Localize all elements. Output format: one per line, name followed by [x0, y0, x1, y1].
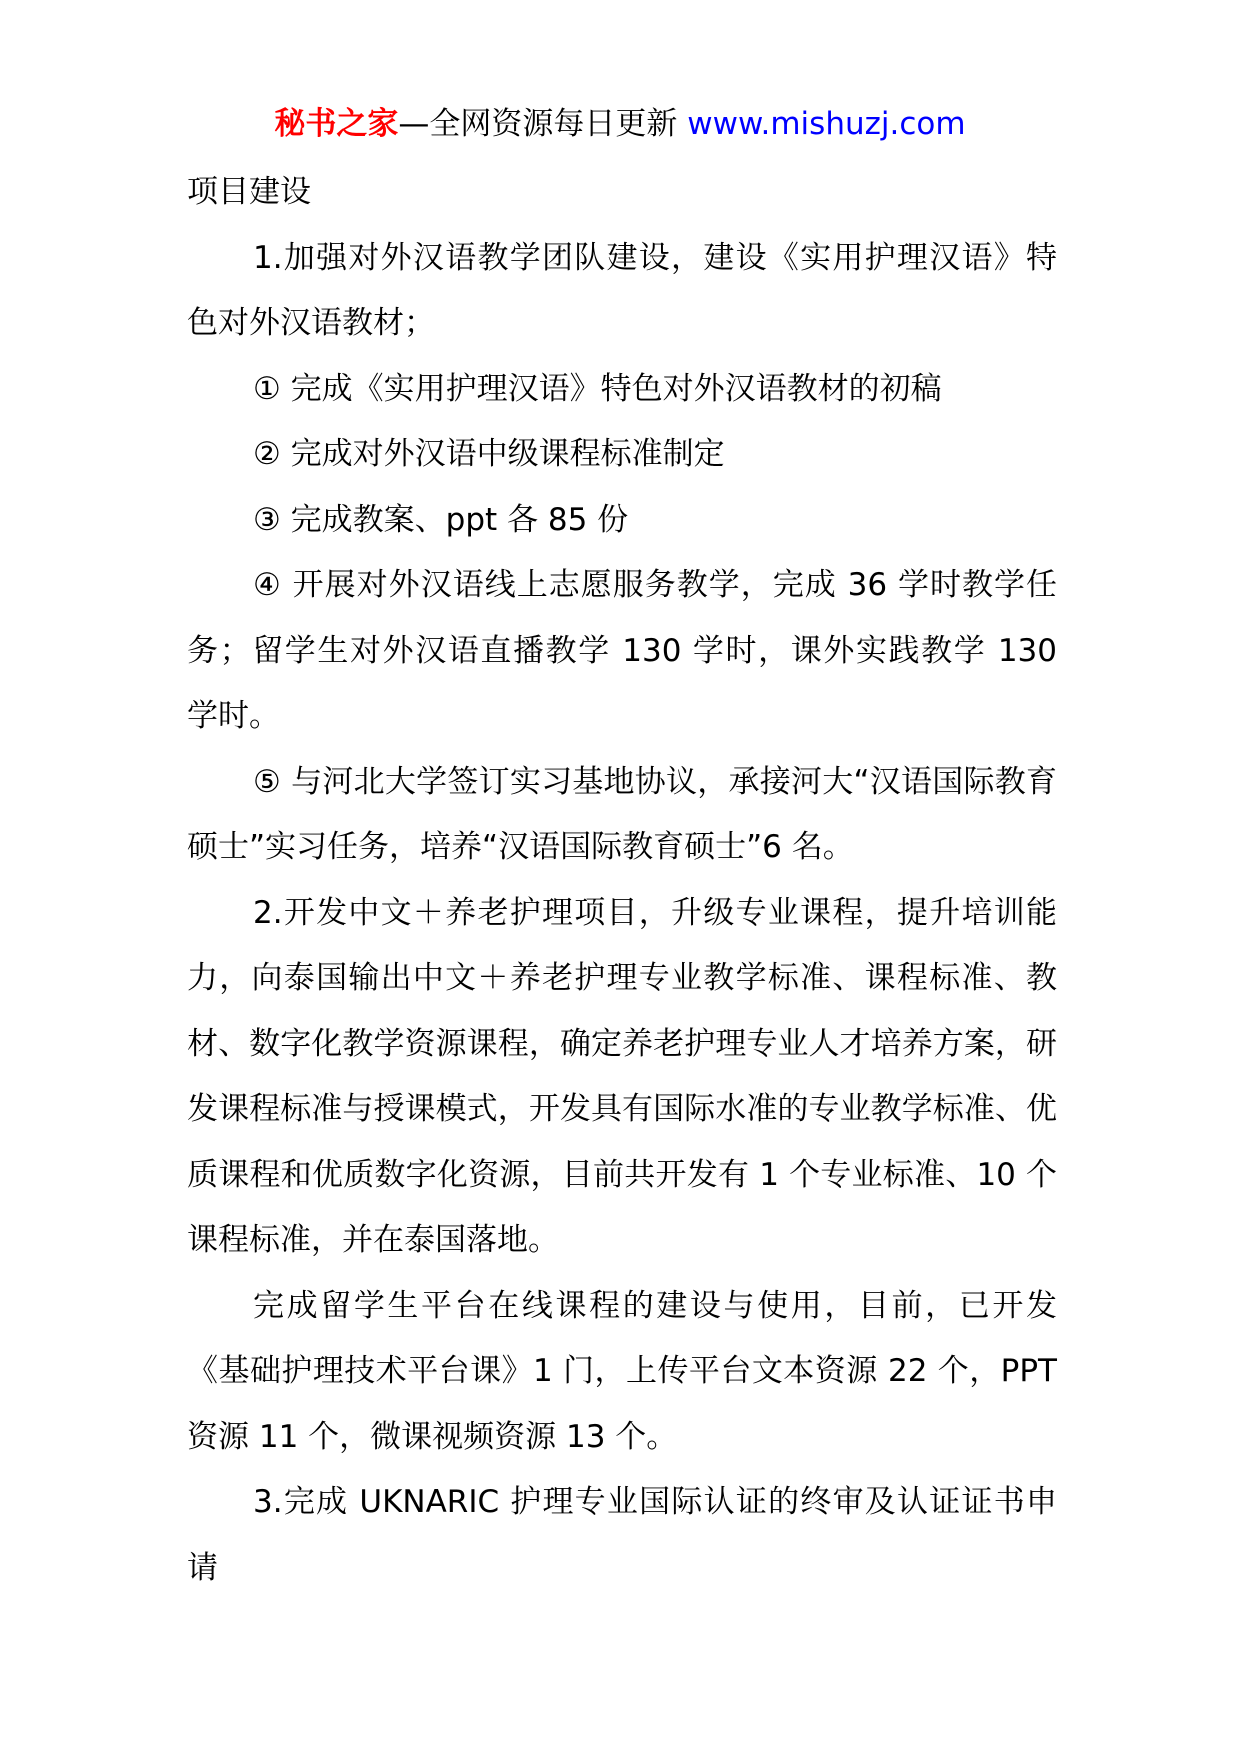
paragraph-item-3: 3.完成 UKNARIC 护理专业国际认证的终审及认证证书申请: [187, 1484, 1057, 1586]
paragraph-subitem-3: ③ 完成教案、ppt 各 85 份: [253, 501, 629, 538]
paragraph-subitem-4: ④ 开展对外汉语线上志愿服务教学，完成 36 学时教学任务；留学生对外汉语直播教学 130 学时，课外实践教学 130 学时。: [187, 567, 1057, 734]
header-tagline: —全网资源每日更新: [398, 106, 688, 142]
paragraph-subitem-5: ⑤ 与河北大学签订实习基地协议，承接河大“汉语国际教育硕士”实习任务，培养“汉语国际教育硕士”6 名。: [187, 763, 1057, 865]
site-header: [0, 98, 1240, 150]
document-body: [187, 160, 1057, 1601]
paragraph-online-courses: 完成留学生平台在线课程的建设与使用，目前，已开发《基础护理技术平台课》1 门，上传平台文本资源 22 个，PPT 资源 11 个，微课视频资源 13 个。: [187, 1287, 1057, 1455]
paragraph-subitem-2: ② 完成对外汉语中级课程标准制定: [253, 436, 725, 472]
paragraph-item-1: 1.加强对外汉语教学团队建设，建设《实用护理汉语》特色对外汉语教材；: [187, 239, 1057, 341]
brand-name: 秘书之家: [274, 106, 399, 142]
site-url-link[interactable]: www.mishuzj.com: [687, 106, 966, 142]
paragraph-item-2: 2.开发中文＋养老护理项目，升级专业课程，提升培训能力，向泰国输出中文＋养老护理专业教学标准、课程标准、教材、数字化教学资源课程，确定养老护理专业人才培养方案，研发课程标准与授课模式，开发具有国际水准的专业教学标准、优质课程和优质数字化资源，目前共开发有 1 个专业标准、10 个课程标准，并在泰国落地。: [187, 894, 1057, 1258]
paragraph-subitem-1: ① 完成《实用护理汉语》特色对外汉语教材的初稿: [253, 370, 942, 407]
section-heading: 项目建设: [187, 174, 311, 210]
